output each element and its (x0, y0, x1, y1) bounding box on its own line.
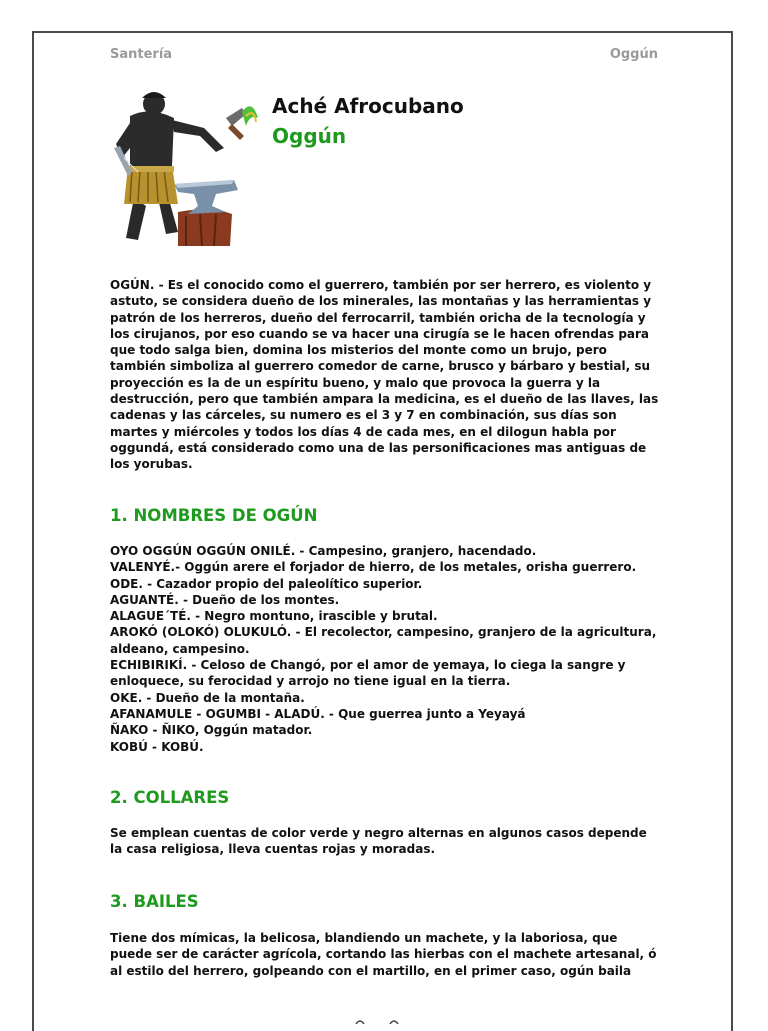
oggun-illustration (108, 88, 264, 246)
name-entry: VALENYÉ.- Oggún arere el forjador de hierro, de los metales, orisha guerrero. (110, 560, 637, 575)
name-entry: KOBÚ - KOBÚ. (110, 739, 204, 754)
bailes-paragraph: Tiene dos mímicas, la belicosa, blandiendo un machete, y la laboriosa, que puede ser de carácter agrícola, cortando las hierbas con el machete artesanal, ó al estilo del herrero, golpeando con el martillo, en el primer caso, ogún baila (110, 931, 657, 978)
document-title: Aché Afrocubano (272, 94, 464, 118)
section-heading-bailes: 3. BAILES (110, 892, 199, 911)
name-entry: ALAGUE´TÉ. - Negro montuno, irascible y brutal. (110, 609, 438, 624)
name-entry: AFANAMULE - OGUMBI - ALADÚ. - Que guerrea junto a Yeyayá (110, 706, 526, 721)
name-entry: ODE. - Cazador propio del paleolítico superior. (110, 576, 423, 591)
running-header-left: Santería (110, 47, 173, 62)
collares-paragraph: Se emplean cuentas de color verde y negro alternas en algunos casos depende la casa religiosa, lleva cuentas rojas y moradas. (110, 826, 647, 857)
name-entry: OYO OGGÚN OGGÚN ONILÉ. - Campesino, granjero, hacendado. (110, 544, 537, 558)
name-entry: OKE. - Dueño de la montaña. (110, 690, 305, 705)
document-subtitle: Oggún (272, 124, 347, 148)
section-heading-collares: 2. COLLARES (110, 788, 230, 807)
name-entry: ÑAKO - ÑIKO, Oggún matador. (110, 723, 313, 738)
name-entry: AGUANTÉ. - Dueño de los montes. (110, 592, 340, 607)
name-entry: ECHIBIRIKÍ. - Celoso de Changó, por el amor de yemaya, lo ciega la sangre y enloquece, su ferocidad y arrojo no tiene igual en la tierra. (110, 658, 626, 689)
running-header-right: Oggún (609, 47, 658, 62)
name-entry: AROKÓ (OLOKÓ) OLUKULÓ. - El recolector, campesino, granjero de la agricultura, aldeano, campesino. (110, 625, 657, 656)
names-list (110, 543, 660, 755)
intro-paragraph: OGÚN. - Es el conocido como el guerrero, también por ser herrero, es violento y astuto, se considera dueño de los minerales, las montañas y las herramientas y patrón de los herreros, dueño del ferrocarril, también oricha de la tecnología y los cirujanos, por eso cuando se va hacer una cirugía se le hacen ofrendas para que todo salga bien, domina los misterios del monte como un brujo, pero también simboliza al guerrero comedor de carne, brusco y bárbaro y bestial, su proyección es la de un espíritu bueno, y malo que provoca la guerra y la destrucción, pero que también ampara la medicina, es el dueño de las llaves, las cadenas y las cárceles, su numero es el 3 y 7 en combinación, sus días son martes y miércoles y todos los días 4 de cada mes, en el dilogun habla por oggundá, está considerado como una de las personificaciones mas antiguas de los yorubas. (110, 278, 659, 472)
section-heading-nombres: 1. NOMBRES DE OGÚN (110, 506, 318, 525)
page-footer-fragment (352, 1018, 402, 1024)
